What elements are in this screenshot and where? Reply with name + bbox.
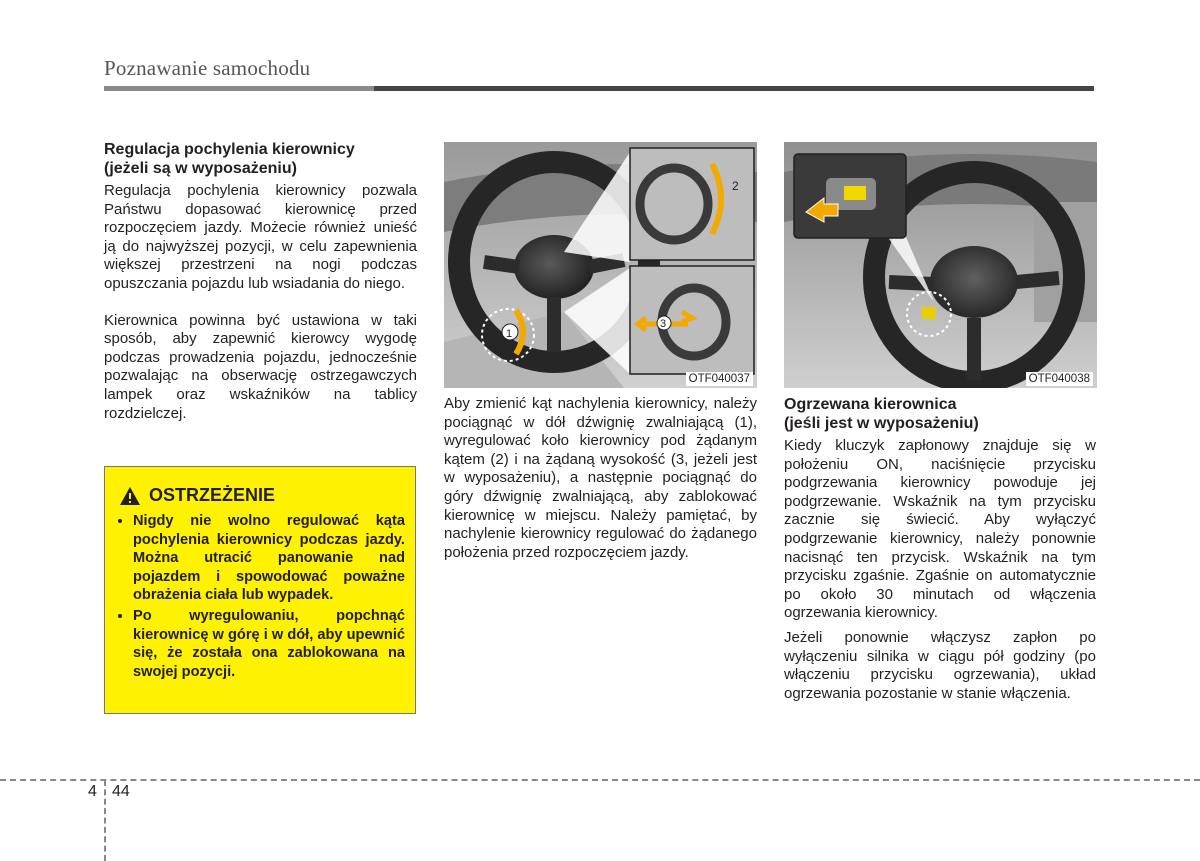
tilt-intro-paragraph: Regulacja pochylenia kierownicy pozwala Państwu dopasować kierownicę przed rozpoczęciem jazdy. Możecie również unieść ją do najwyższej pozycji, w celu zapewnienia większej przestrzeni na nogi podczas opuszczania pojazdu lub wsiadania do niego. xyxy=(104,182,417,292)
heated-wheel-figure xyxy=(784,142,1097,388)
running-header: Poznawanie samochodu xyxy=(104,56,311,80)
tilt-heading-line2: (jeżeli są w wyposażeniu) xyxy=(104,160,297,177)
warning-item: • Nigdy nie wolno regulować kąta pochylenia kierownicy podczas jazdy. Można utracić panowanie nad pojazdem i spowodować poważne obrażenia ciała lub wypadek. xyxy=(133,512,405,605)
footer-divider xyxy=(104,780,106,861)
heated-heading-line1: Ogrzewana kierownica xyxy=(784,396,957,413)
warning-item: • Po wyregulowaniu, popchnąć kierownicę w górę i w dół, aby upewnić się, że została ona zablokowana na swojej pozycji. xyxy=(133,607,405,681)
callout-3: 3 xyxy=(660,318,667,330)
warning-title xyxy=(117,485,405,506)
tilt-instructions-paragraph: Aby zmienić kąt nachylenia kierownicy, należy pociągnąć w dół dźwignię zwalniającą (1), wyregulować koło kierownicy pod żądanym kątem (2) i na żądaną wysokość (3, jeżeli jest w wyposażeniu), a następnie pociągnąć do góry dźwignię zwalniającą, aby zablokować kierownicę w miejscu. Należy pamiętać, by nachylenie kierownicy regulować do żądanego położenia przed rozpoczęciem jazdy. xyxy=(444,395,757,561)
figure-caption: OTF040038 xyxy=(1026,372,1093,386)
header-rule xyxy=(104,86,1094,91)
warning-list xyxy=(117,512,405,681)
warning-title-text: OSTRZEŻENIE xyxy=(149,485,276,505)
heated-paragraph-1: Kiedy kluczyk zapłonowy znajduje się w położeniu ON, naciśnięcie przycisku podgrzewania kierownicy powoduje jej podgrzewanie. Wskaźnik na tym przycisku zacznie się świecić. Aby wyłączyć podgrzewanie kierownicy, należy ponownie nacisnąć ten przycisk. Wskaźnik na tym przycisku zgaśnie. Zgaśnie on automatycznie po około 30 minutach od włączenia ogrzewania kierownicy. xyxy=(784,437,1096,622)
warning-triangle-icon xyxy=(119,486,141,506)
steering-tilt-illustration xyxy=(444,142,757,388)
footer-rule xyxy=(0,779,1200,781)
steering-tilt-figure xyxy=(444,142,757,388)
chapter-number: 4 xyxy=(88,783,97,800)
tilt-position-paragraph: Kierownica powinna być ustawiona w taki sposób, aby zapewnić kierowcy wygodę podczas prowadzenia pojazdu, jednocześnie pozwalając na obserwację ostrzegawczych lampek oraz wskaźników na tablicy rozdzielczej. xyxy=(104,311,417,422)
callout-1: 1 xyxy=(506,328,513,340)
figure-caption: OTF040037 xyxy=(686,372,753,386)
heated-wheel-illustration xyxy=(784,142,1097,388)
tilt-heading-line1: Regulacja pochylenia kierownicy xyxy=(104,141,355,158)
warning-box xyxy=(104,466,416,714)
heated-heading-line2: (jeśli jest w wyposażeniu) xyxy=(784,415,979,432)
middle-column xyxy=(444,395,757,562)
callout-2: 2 xyxy=(732,179,739,193)
page-number: 44 xyxy=(112,783,130,800)
heated-paragraph-2: Jeżeli ponownie włączysz zapłon po wyłączeniu silnika w ciągu pół godziny (po włączeniu przycisku ogrzewania), układ ogrzewania pozostanie w stanie włączenia. xyxy=(784,628,1096,702)
left-column xyxy=(104,140,417,423)
right-column xyxy=(784,395,1096,703)
